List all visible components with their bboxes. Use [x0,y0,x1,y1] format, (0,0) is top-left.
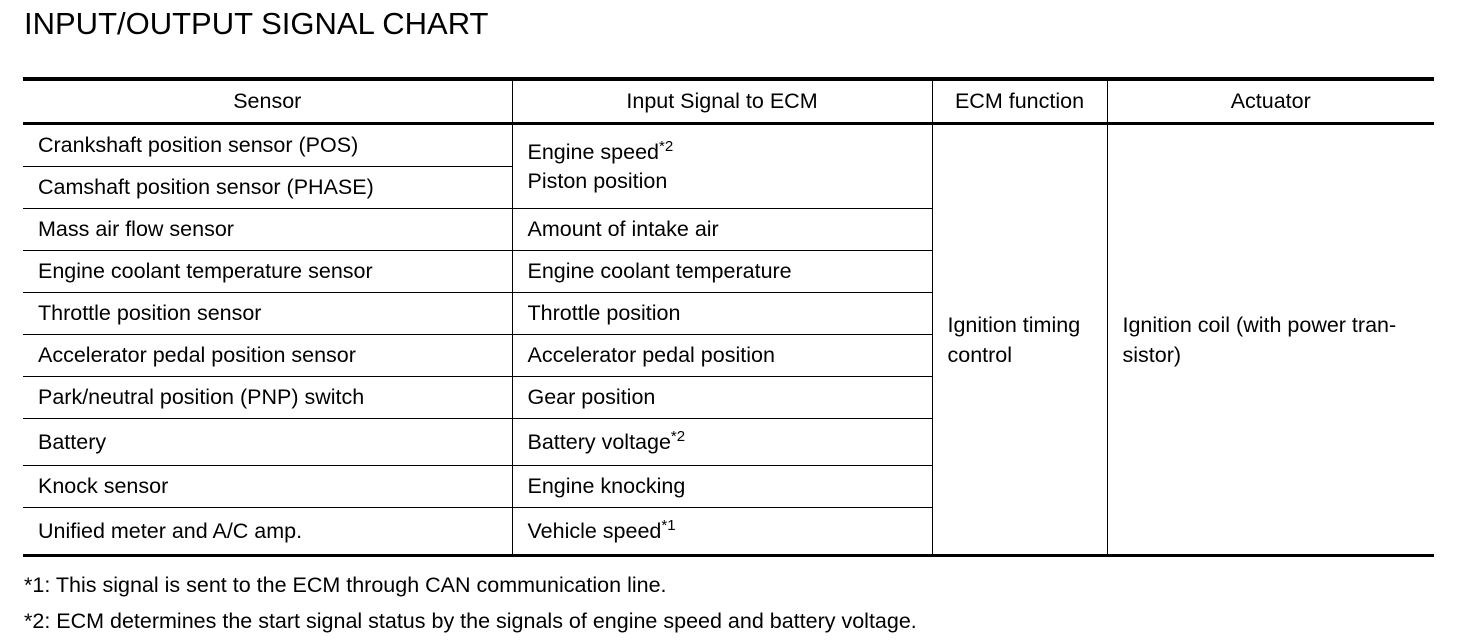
footnote-ref: *2 [659,137,674,155]
input-signal-cell [512,419,932,466]
sensor-cell: Accelerator pedal position sensor [23,335,512,377]
input-signal-cell: Amount of intake air [512,209,932,251]
ecm-function-text: control [947,342,1013,367]
sensor-cell: Engine coolant temperature sensor [23,251,512,293]
table-header-row [23,79,1434,124]
footnote-ref: *1 [661,516,676,534]
ecm-function-text: Ignition timing [947,312,1081,337]
ecm-function-cell [932,124,1107,556]
header-input-signal: Input Signal to ECM [512,79,932,124]
input-signal-cell [512,508,932,556]
actuator-text: sistor) [1122,342,1182,367]
sensor-cell: Crankshaft position sensor (POS) [23,124,512,167]
input-signal-text: Vehicle speed [527,518,662,543]
input-signal-cell: Throttle position [512,293,932,335]
header-actuator: Actuator [1107,79,1434,124]
footnote-1: *1: This signal is sent to the ECM through CAN communication line. [24,573,667,597]
header-sensor: Sensor [23,79,512,124]
input-signal-cell [512,124,932,209]
header-ecm-function: ECM function [932,79,1107,124]
actuator-text: Ignition coil (with power tran- [1122,312,1397,337]
sensor-cell: Camshaft position sensor (PHASE) [23,167,512,209]
sensor-cell: Unified meter and A/C amp. [23,508,512,556]
sensor-cell: Mass air flow sensor [23,209,512,251]
input-signal-cell: Engine knocking [512,466,932,508]
input-signal-text: Engine speed [527,139,659,164]
input-signal-text: Battery voltage [527,429,671,454]
footnote-2: *2: ECM determines the start signal status by the signals of engine speed and battery voltage. [24,609,917,633]
input-signal-cell: Engine coolant temperature [512,251,932,293]
table-row [23,124,1434,167]
sensor-cell: Battery [23,419,512,466]
sensor-cell: Throttle position sensor [23,293,512,335]
actuator-cell [1107,124,1434,556]
signal-chart-table [23,77,1434,557]
input-signal-text: Piston position [527,168,668,193]
sensor-cell: Park/neutral position (PNP) switch [23,377,512,419]
input-signal-cell: Gear position [512,377,932,419]
page-title: INPUT/OUTPUT SIGNAL CHART [24,6,489,41]
input-signal-cell: Accelerator pedal position [512,335,932,377]
footnote-ref: *2 [670,427,686,445]
sensor-cell: Knock sensor [23,466,512,508]
